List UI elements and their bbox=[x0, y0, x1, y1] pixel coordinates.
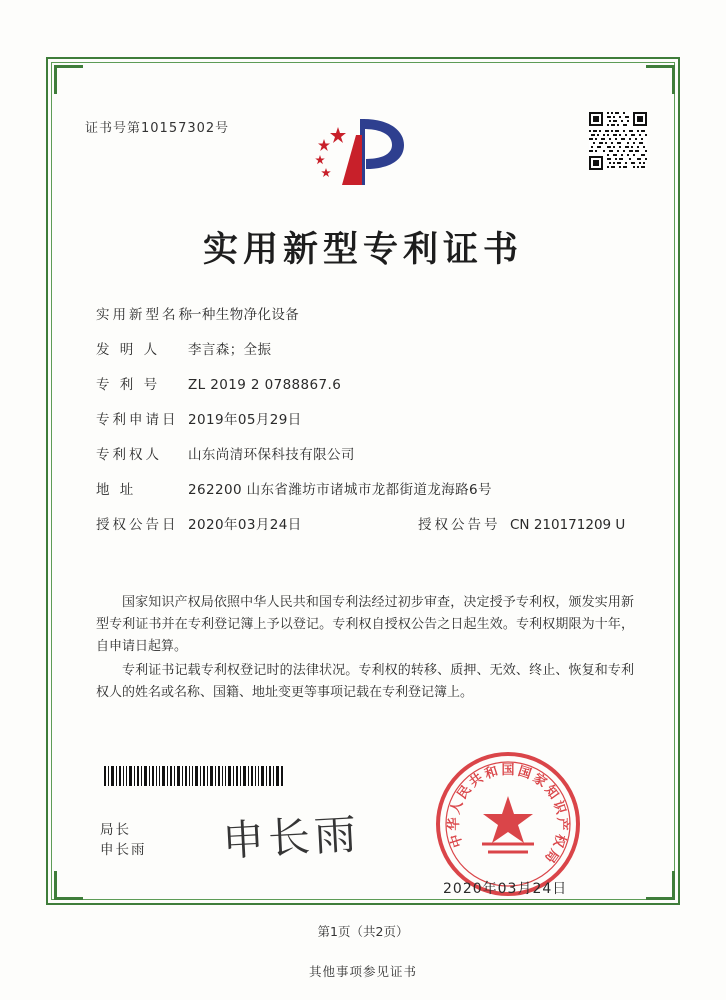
field-value: 2020年03月24日 bbox=[188, 517, 302, 533]
corner-ornament-top-left bbox=[54, 65, 83, 94]
svg-text:中: 中 bbox=[447, 832, 467, 850]
page-number: 第1页（共2页） bbox=[317, 924, 409, 939]
field-label-secondary: 授权公告号 bbox=[418, 517, 501, 533]
paragraph-1: 国家知识产权局依照中华人民共和国专利法经过初步审查，决定授予专利权，颁发实用新型专利证书并在专利登记簿上予以登记。专利权自授权公告之日起生效。专利权期限为十年，自申请日起算。 bbox=[96, 595, 634, 654]
svg-text:权: 权 bbox=[549, 832, 569, 850]
seal-date: 2020年03月24日 bbox=[443, 881, 568, 897]
page-title: 实用新型专利证书 bbox=[202, 229, 523, 270]
svg-text:局: 局 bbox=[541, 845, 562, 866]
corner-ornament-top-right bbox=[646, 65, 675, 94]
paragraph-2: 专利证书记载专利权登记时的法律状况。专利权的转移、质押、无效、终止、恢复和专利权人的姓名或名称、国籍、地址变更等事项记载在专利登记簿上。 bbox=[96, 663, 634, 700]
svg-text:和: 和 bbox=[482, 763, 500, 783]
field-label: 授权公告日 bbox=[96, 517, 179, 533]
certificate-number: 证书号第10157302号 bbox=[85, 121, 230, 136]
field-row-name bbox=[96, 303, 636, 323]
field-row-patentee bbox=[96, 443, 636, 463]
svg-text:共: 共 bbox=[466, 770, 487, 791]
field-value: 李言森；全振 bbox=[188, 342, 272, 358]
field-row-grant-announcement bbox=[96, 513, 636, 533]
svg-text:国: 国 bbox=[501, 763, 515, 778]
qr-code-icon bbox=[589, 112, 647, 170]
svg-text:华: 华 bbox=[447, 817, 462, 831]
field-label: 实用新型名称 bbox=[96, 307, 195, 323]
svg-text:产: 产 bbox=[554, 817, 569, 831]
fields-block bbox=[96, 303, 636, 548]
cnipa-logo-icon bbox=[308, 115, 418, 187]
svg-text:识: 识 bbox=[549, 798, 569, 816]
field-label: 发 明 人 bbox=[96, 342, 161, 358]
field-value: ZL 2019 2 0788867.6 bbox=[188, 377, 342, 393]
barcode bbox=[102, 766, 284, 786]
field-value: 一种生物净化设备 bbox=[188, 307, 300, 323]
svg-text:国: 国 bbox=[516, 763, 534, 783]
field-row-inventor bbox=[96, 338, 636, 358]
field-value: 山东尚清环保科技有限公司 bbox=[188, 447, 355, 463]
director-label-line1: 局长 bbox=[100, 822, 131, 838]
legal-body-text bbox=[96, 592, 634, 706]
field-value: 2019年05月29日 bbox=[188, 412, 302, 428]
field-row-patent-number bbox=[96, 373, 636, 393]
svg-text:人: 人 bbox=[447, 798, 467, 816]
svg-text:民: 民 bbox=[454, 782, 475, 803]
corner-ornament-bottom-right bbox=[646, 871, 675, 900]
svg-text:知: 知 bbox=[541, 782, 562, 803]
field-label: 地 址 bbox=[96, 482, 137, 498]
field-row-address bbox=[96, 478, 636, 498]
director-label-line2: 申长雨 bbox=[100, 842, 147, 858]
field-value: 262200 山东省潍坊市诸城市龙都街道龙海路6号 bbox=[188, 482, 492, 498]
field-row-application-date bbox=[96, 408, 636, 428]
corner-ornament-bottom-left bbox=[54, 871, 83, 900]
handwritten-signature: 申长雨 bbox=[220, 809, 362, 866]
director-label bbox=[100, 820, 147, 860]
field-value-secondary: CN 210171209 U bbox=[510, 517, 626, 533]
svg-text:家: 家 bbox=[529, 770, 550, 791]
field-label: 专 利 号 bbox=[96, 377, 161, 393]
field-label: 专利权人 bbox=[96, 447, 162, 463]
footnote: 其他事项参见证书 bbox=[308, 964, 417, 979]
field-label: 专利申请日 bbox=[96, 412, 179, 428]
